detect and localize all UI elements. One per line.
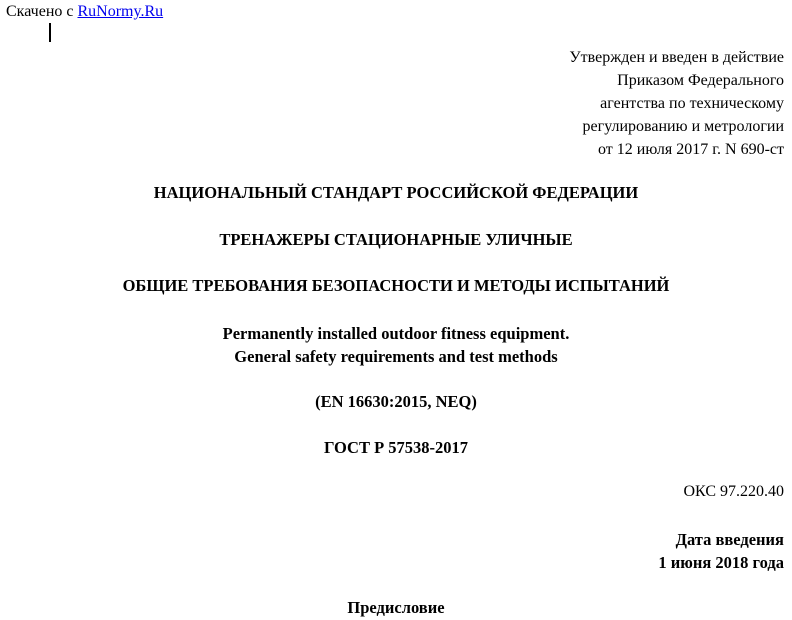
english-title-line: General safety requirements and test methods: [234, 347, 558, 366]
approval-line: Приказом Федерального: [617, 72, 784, 89]
source-prefix: Скачено с: [6, 3, 78, 20]
subject-heading: ТРЕНАЖЕРЫ СТАЦИОНАРНЫЕ УЛИЧНЫЕ: [219, 230, 573, 249]
source-line: [6, 2, 163, 21]
standard-designation: ГОСТ Р 57538-2017: [323, 438, 469, 457]
approval-line: регулированию и метрологии: [582, 118, 784, 135]
approval-block: [569, 46, 784, 161]
preface-heading: Предисловие: [347, 598, 445, 617]
introduction-date-block: [658, 528, 784, 574]
source-link[interactable]: RuNormy.Ru: [77, 3, 164, 20]
oks-code: ОКС 97.220.40: [683, 483, 784, 500]
equivalence-note: (EN 16630:2015, NEQ): [315, 392, 477, 411]
standard-type-heading: НАЦИОНАЛЬНЫЙ СТАНДАРТ РОССИЙСКОЙ ФЕДЕРАЦИИ: [153, 183, 639, 202]
introduction-date-label: Дата введения: [675, 530, 784, 549]
approval-line: агентства по техническому: [600, 95, 784, 112]
english-title: [0, 322, 792, 368]
english-title-line: Permanently installed outdoor fitness equipment.: [222, 324, 570, 343]
introduction-date-value: 1 июня 2018 года: [658, 553, 784, 572]
approval-line: Утвержден и введен в действие: [569, 49, 784, 66]
scope-heading: ОБЩИЕ ТРЕБОВАНИЯ БЕЗОПАСНОСТИ И МЕТОДЫ ИСПЫТАНИЙ: [122, 276, 670, 295]
text-cursor: [49, 23, 51, 42]
approval-line: от 12 июля 2017 г. N 690-ст: [598, 141, 784, 158]
